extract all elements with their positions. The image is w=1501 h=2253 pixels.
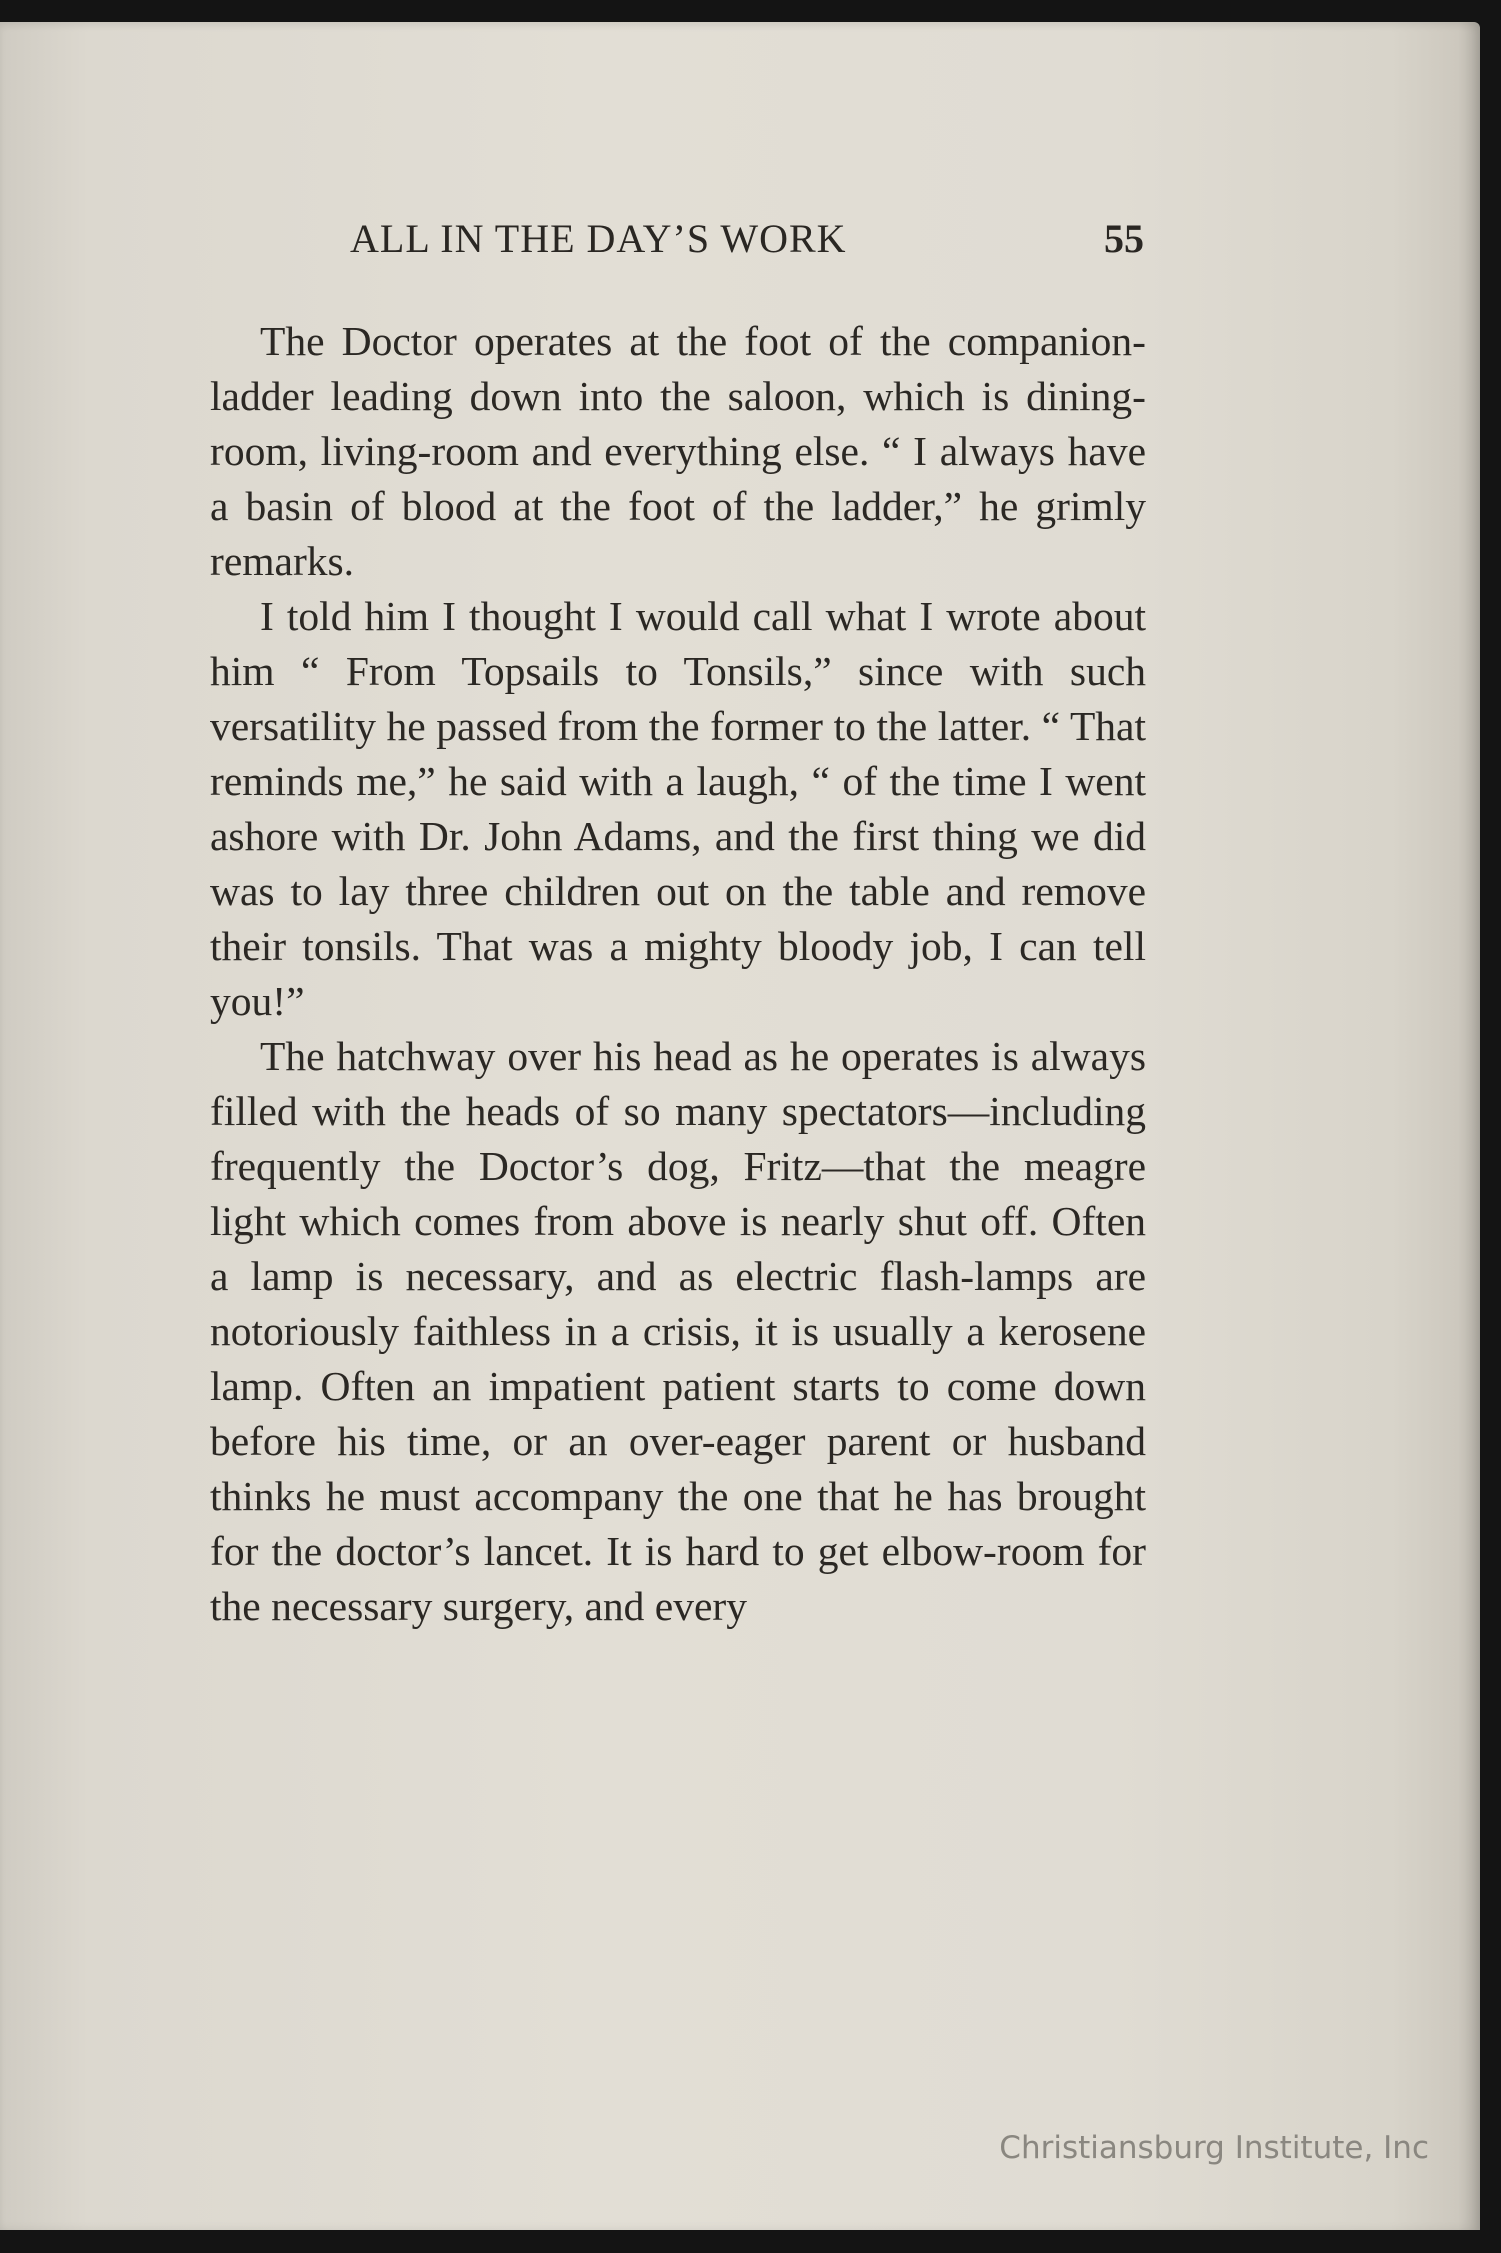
page-edge-shadow — [1458, 22, 1480, 2230]
paragraph-2: I told him I thought I would call what I wrote about him “ From Topsails to Tonsils,” since with such versatility he passed from the former to the latter. “ That reminds me,” he said with a laugh, “ of the time I went ashore with Dr. John Adams, and the first thing we did was to lay three children out on the table and remove their tonsils. That was a mighty bloody job, I can tell you!” — [210, 593, 1146, 1024]
paragraph-1: The Doctor operates at the foot of the companion-ladder leading down into the saloon, which is dining-room, living-room and everything else. “ I always have a basin of blood at the foot of the ladder,” he grimly remarks. — [210, 318, 1146, 584]
page-number: 55 — [1104, 216, 1144, 261]
paragraph-3: The hatchway over his head as he operates is always filled with the heads of so many spectators—including frequently the Doctor’s dog, Fritz—that the meagre light which comes from above is nearly shut off. Often a lamp is necessary, and as electric flash-lamps are notoriously faithless in a crisis, it is usually a kerosene lamp. Often an impatient patient starts to come down before his time, or an over-eager parent or husband thinks he must accompany the one that he has brought for the doctor’s lancet. It is hard to get elbow-room for the necessary surgery, and every — [210, 1033, 1146, 1629]
watermark: Christiansburg Institute, Inc — [999, 2130, 1429, 2166]
running-header — [210, 215, 1146, 275]
body-text — [210, 314, 1146, 1634]
book-page — [0, 22, 1480, 2230]
running-title: ALL IN THE DAY’S WORK — [350, 216, 847, 261]
